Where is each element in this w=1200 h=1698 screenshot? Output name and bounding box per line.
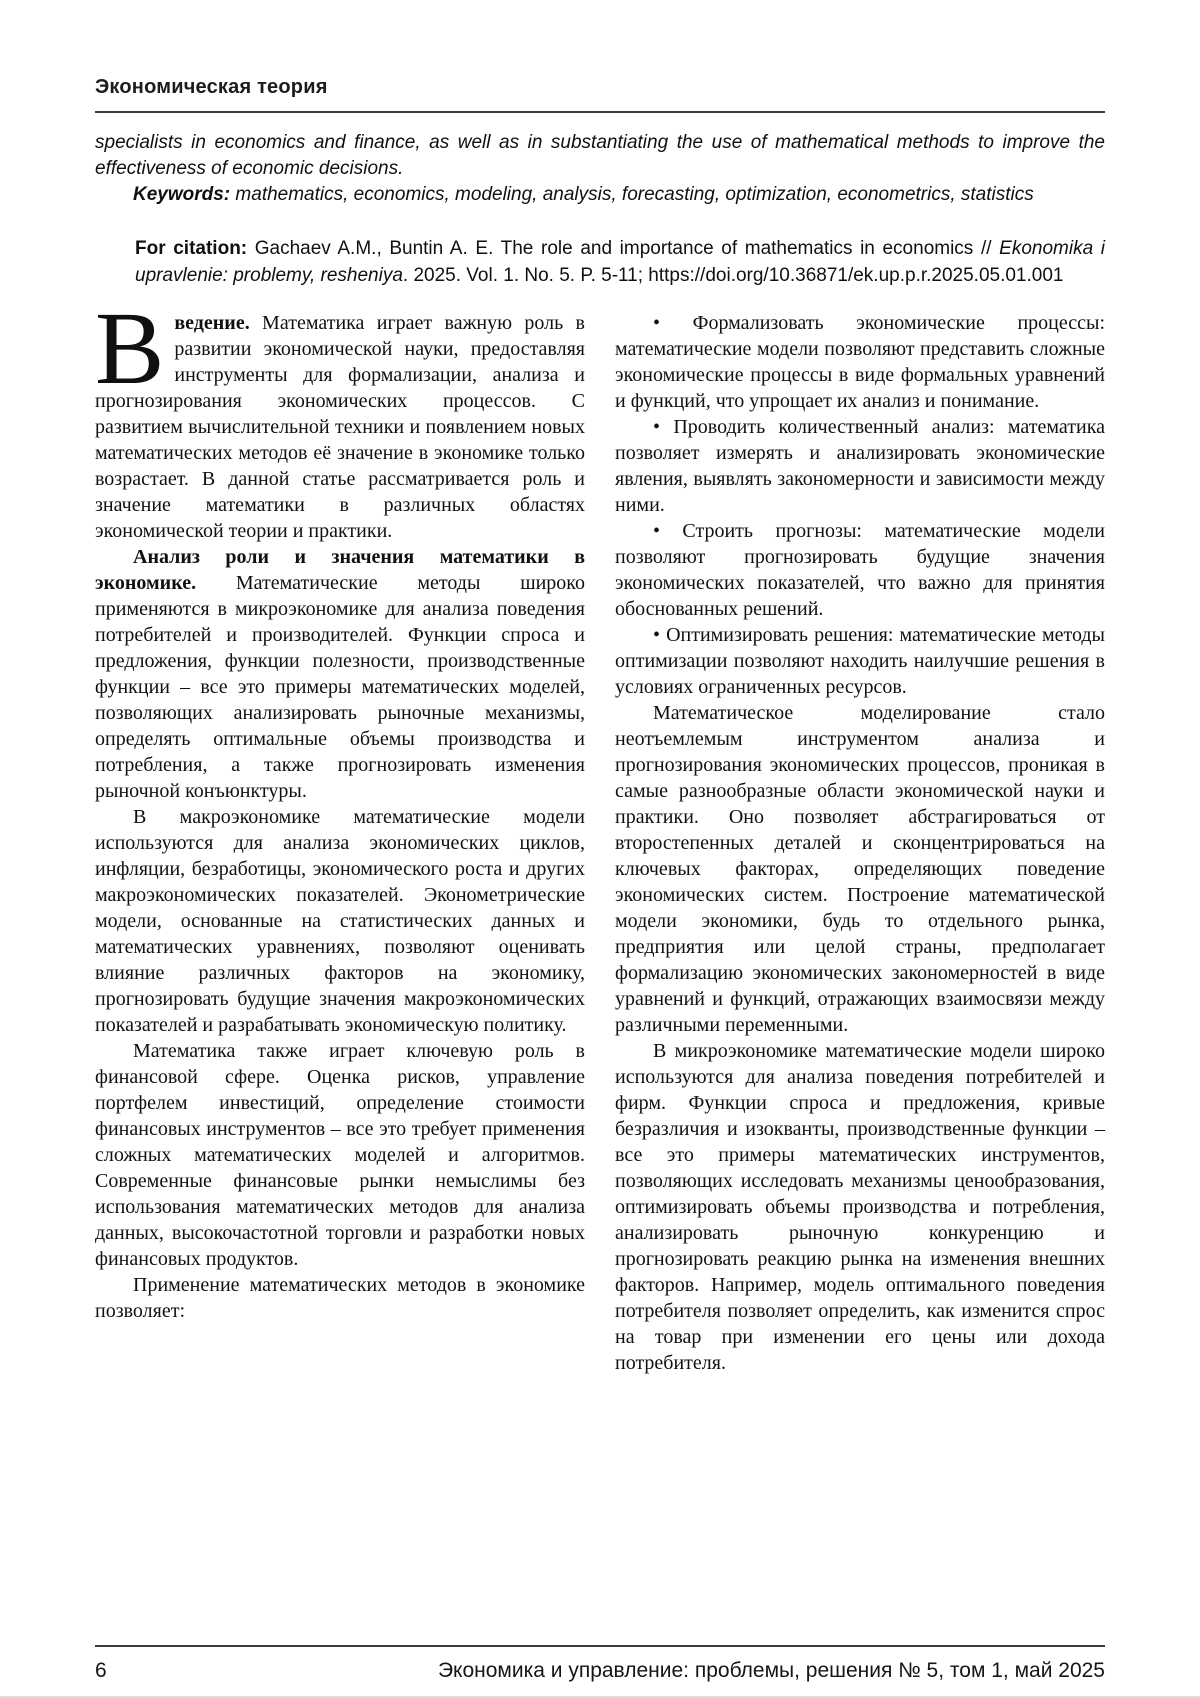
abstract-continuation: specialists in economics and finance, as well as in substantiating the use of mathematical methods to improve the effectiveness of economic decisions. bbox=[95, 132, 1105, 179]
right-column bbox=[615, 310, 1105, 1376]
analysis-paragraph bbox=[95, 544, 585, 804]
macro-paragraph: В макроэкономике математические модели используются для анализа экономических циклов, инфляции, безработицы, экономического роста и других макроэкономических показателей. Эконометрические модели, основанные на статистических данных и математических уравнениях, позволяют оценивать влияние различных факторов на экономику, прогнозировать будущие значения макроэкономических показателей и разрабатывать экономическую политику. bbox=[95, 806, 585, 1036]
micro-paragraph: В микроэкономике математические модели широко используются для анализа поведения потребителей и фирм. Функции спроса и предложения, кривые безразличия и изокванты, производственные функции – все это примеры математических инструментов, позволяющих исследовать механизмы ценообразования, оптимизировать объемы производства и потребления, анализировать рыночную конкуренцию и прогнозировать реакцию рынка на изменения внешних факторов. Например, модель оптимального поведения потребителя позволяет определить, как изменится спрос на товар при изменении его цены или дохода потребителя. bbox=[615, 1040, 1105, 1374]
page-number: 6 bbox=[95, 1659, 107, 1682]
citation-block bbox=[135, 235, 1105, 289]
footer-row bbox=[95, 1647, 1105, 1683]
finance-paragraph: Математика также играет ключевую роль в финансовой сфере. Оценка рисков, управление портфелем инвестиций, определение стоимости финансовых инструментов – все это требует применения сложных математических моделей и алгоритмов. Современные финансовые рынки немыслимы без использования математических методов для анализа данных, высокочастотной торговли и разработки новых финансовых продуктов. bbox=[95, 1040, 585, 1270]
keywords-text: mathematics, economics, modeling, analysis, forecasting, optimization, econometrics, statistics bbox=[230, 184, 1034, 205]
header-rule bbox=[95, 111, 1105, 113]
article-body bbox=[95, 291, 1105, 1376]
keywords-label: Keywords: bbox=[133, 184, 231, 205]
analysis-lead: Анализ роли и значения математики в экономике. bbox=[95, 546, 585, 594]
front-matter bbox=[95, 130, 1105, 289]
bullet-item: • Оптимизировать решения: математические методы оптимизации позволяют находить наилучшие решения в условиях ограниченных ресурсов. bbox=[615, 624, 1105, 698]
citation-label: For citation: bbox=[135, 238, 248, 259]
dropcap-letter: В bbox=[95, 291, 165, 406]
list-intro-paragraph: Применение математических методов в экономике позволяет: bbox=[95, 1274, 585, 1322]
analysis-text: Математические методы широко применяются в микроэкономике для анализа поведения потребителей и производителей. Функции спроса и предложения, функции полезности, производственные функции – все это примеры математических моделей, позволяющих анализировать рыночные механизмы, определять оптимальные объемы производства и потребления, а также прогнозировать изменения рыночной конъюнктуры. bbox=[95, 572, 585, 802]
intro-lead: ведение. bbox=[174, 312, 250, 334]
bullet-item: • Формализовать экономические процессы: математические модели позволяют представить сложные экономические процессы в виде формальных уравнений и функций, что упрощает их анализ и понимание. bbox=[615, 312, 1105, 412]
citation-journal-name: Ekonomika i upravlenie: problemy, resheniya bbox=[135, 238, 1105, 286]
section-title: Экономическая теория bbox=[95, 76, 328, 98]
left-column bbox=[95, 291, 585, 1376]
citation-authors-title: Gachaev A.M., Buntin A. E. The role and importance of mathematics in economics // bbox=[247, 238, 1000, 259]
page-footer bbox=[95, 1645, 1105, 1683]
citation-volume-doi: . 2025. Vol. 1. No. 5. P. 5-11; https://doi.org/10.36871/ek.up.p.r.2025.05.01.001 bbox=[402, 265, 1064, 286]
running-head bbox=[95, 76, 1105, 113]
bullet-item: • Проводить количественный анализ: математика позволяет измерять и анализировать экономические явления, выявлять закономерности и зависимости между ними. bbox=[615, 416, 1105, 516]
footer-journal-line: Экономика и управление: проблемы, решения № 5, том 1, май 2025 bbox=[437, 1659, 1105, 1682]
keywords-line bbox=[95, 182, 1105, 208]
bullet-item: • Строить прогнозы: математические модели позволяют прогнозировать будущие значения экономических показателей, что важно для принятия обоснованных решений. bbox=[615, 520, 1105, 620]
modeling-paragraph: Математическое моделирование стало неотъемлемым инструментом анализа и прогнозирования экономических процессов, проникая в самые разнообразные области экономической науки и практики. Оно позволяет абстрагироваться от второстепенных деталей и сконцентрироваться на ключевых факторах, определяющих поведение экономических систем. Построение математической модели экономики, будь то отдельного рынка, предприятия или целой страны, предполагает формализацию экономических закономерностей в виде уравнений и функций, отражающих взаимосвязи между различными переменными. bbox=[615, 702, 1105, 1036]
intro-text: Математика играет важную роль в развитии экономической науки, предоставляя инструменты для формализации, анализа и прогнозирования экономических процессов. С развитием вычислительной техники и появлением новых математических методов её значение в экономике только возрастает. В данной статье рассматривается роль и значение математики в различных областях экономической теории и практики. bbox=[95, 312, 585, 542]
intro-paragraph bbox=[95, 291, 585, 544]
